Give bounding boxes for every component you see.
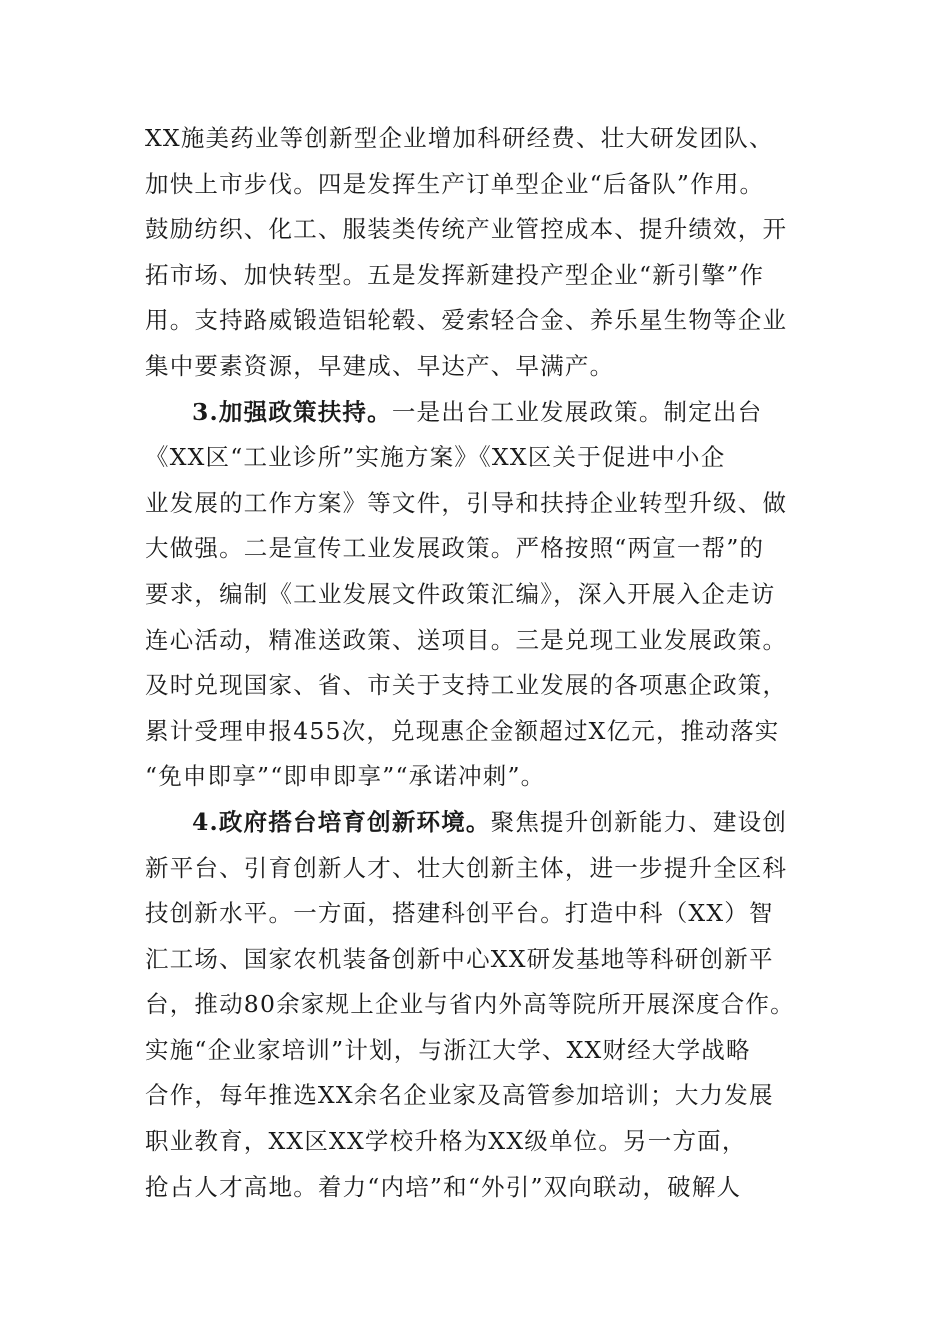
paragraph-policy-support xyxy=(145,390,810,800)
text-line xyxy=(145,390,810,436)
paragraph-innovation-environment xyxy=(145,800,810,1210)
text-line: “免申即享”“即申即享”“承诺冲刺”。 xyxy=(145,762,546,791)
section-heading: 3.加强政策扶持。 xyxy=(192,397,392,426)
text-line: 台，推动80余家规上企业与省内外高等院所开展深度合作。 xyxy=(145,990,795,1019)
text-line: 累计受理申报455次，兑现惠企金额超过X亿元，推动落实 xyxy=(145,716,780,745)
text-line: 大做强。二是宣传工业发展政策。严格按照“两宣一帮”的 xyxy=(145,534,765,563)
document-body xyxy=(145,116,810,1210)
text-line: 要求，编制《工业发展文件政策汇编》，深入开展入企走访 xyxy=(145,579,776,608)
text-line: 合作，每年推选XX余名企业家及高管参加培训；大力发展 xyxy=(145,1081,774,1110)
section-heading: 4.政府搭台培育创新环境。 xyxy=(192,807,491,836)
text-line: 连心活动，精准送政策、送项目。三是兑现工业发展政策。 xyxy=(145,625,788,654)
text-line: 加快上市步伐。四是发挥生产订单型企业“后备队”作用。 xyxy=(145,169,765,198)
text-line: 集中要素资源，早建成、早达产、早满产。 xyxy=(145,351,615,380)
text-line: 新平台、引育创新人才、壮大创新主体，进一步提升全区科 xyxy=(145,853,788,882)
text-line: 及时兑现国家、省、市关于支持工业发展的各项惠企政策， xyxy=(145,671,788,700)
text-line xyxy=(145,800,810,846)
text-line: 业发展的工作方案》等文件，引导和扶持企业转型升级、做 xyxy=(145,488,788,517)
text-line: 鼓励纺织、化工、服装类传统产业管控成本、提升绩效，开 xyxy=(145,215,788,244)
text-line: 《XX区“工业诊所”实施方案》《XX区关于促进中小企 xyxy=(145,443,726,472)
paragraph-enterprise-roles xyxy=(145,116,810,390)
text-span: 一是出台工业发展政策。制定出台 xyxy=(391,397,763,426)
text-line: 抢占人才高地。着力“内培”和“外引”双向联动，破解人 xyxy=(145,1172,742,1201)
text-line: XX施美药业等创新型企业增加科研经费、壮大研发团队、 xyxy=(145,124,774,152)
text-line: 汇工场、国家农机装备创新中心XX研发基地等科研创新平 xyxy=(145,944,774,973)
text-line: 技创新水平。一方面，搭建科创平台。打造中科（XX）智 xyxy=(145,899,774,928)
text-line: 职业教育，XX区XX学校升格为XX级单位。另一方面， xyxy=(145,1127,747,1156)
text-line: 实施“企业家培训”计划，与浙江大学、XX财经大学战略 xyxy=(145,1035,751,1064)
text-span: 聚焦提升创新能力、建设创 xyxy=(490,807,788,836)
text-line: 拓市场、加快转型。五是发挥新建投产型企业“新引擎”作 xyxy=(145,260,765,289)
text-line: 用。支持路威锻造铝轮毂、爱索轻合金、养乐星生物等企业 xyxy=(145,306,788,335)
